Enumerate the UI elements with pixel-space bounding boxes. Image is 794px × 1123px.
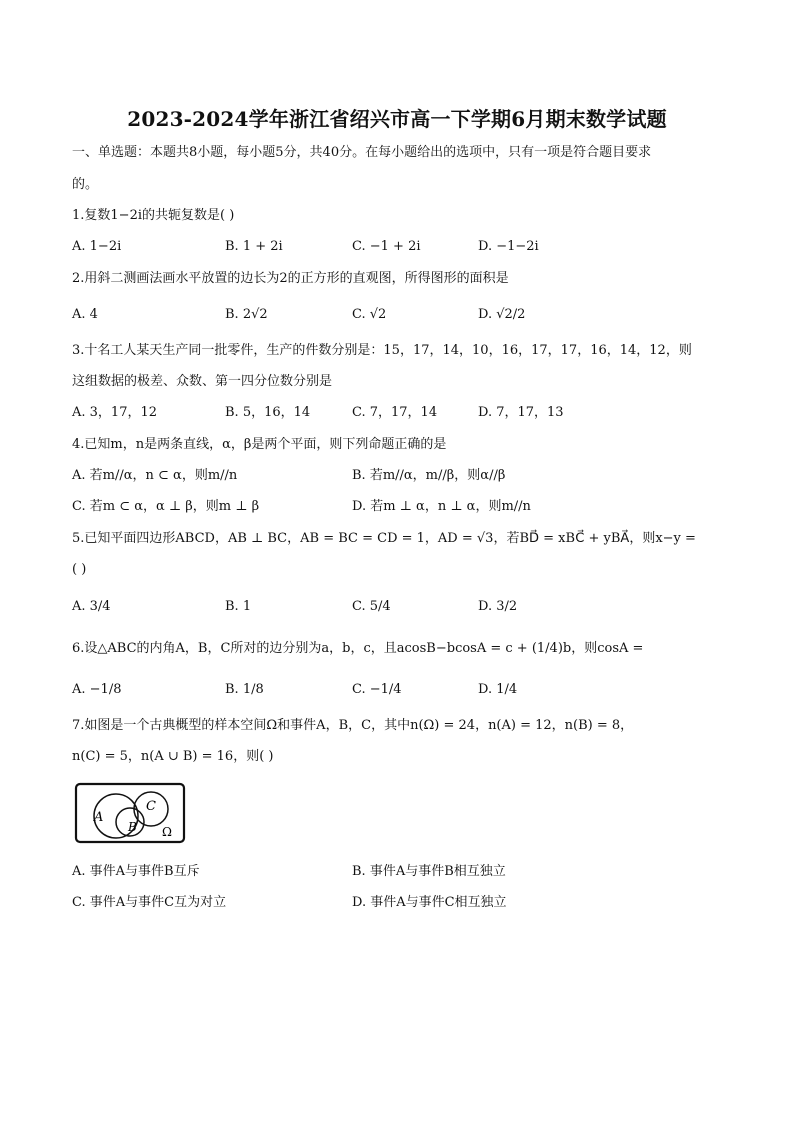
section-header-line-1: 一、单选题：本题共8小题，每小题5分，共40分。在每小题给出的选项中，只有一项是符合题目要求 — [72, 145, 652, 160]
question-4-option-c: C. 若m ⊂ α，α ⊥ β，则m ⊥ β — [72, 499, 260, 514]
question-6-option-a: A. −1/8 — [72, 682, 122, 697]
question-1-option-a: A. 1−2i — [72, 239, 122, 254]
question-7-option-a: A. 事件A与事件B互斥 — [72, 864, 200, 879]
question-6-option-d: D. 1/4 — [478, 682, 518, 697]
question-7-stem-line-2: n(C) = 5，n(A ∪ B) = 16，则( ) — [72, 749, 274, 764]
question-1-option-c: C. −1 + 2i — [352, 239, 421, 254]
question-3-option-a: A. 3，17，12 — [72, 405, 158, 420]
question-6-option-b: B. 1/8 — [225, 682, 264, 697]
question-5-option-a: A. 3/4 — [72, 599, 111, 614]
question-1-option-d: D. −1−2i — [478, 239, 539, 254]
question-7-option-b: B. 事件A与事件B相互独立 — [352, 864, 506, 879]
label-b: B — [128, 820, 137, 834]
question-6-option-c: C. −1/4 — [352, 682, 402, 697]
label-c: C — [146, 799, 156, 814]
question-3-option-c: C. 7，17，14 — [352, 405, 438, 420]
question-5-option-d: D. 3/2 — [478, 599, 518, 614]
question-3-stem-line-2: 这组数据的极差、众数、第一四分位数分别是 — [72, 374, 333, 389]
question-2-stem: 2.用斜二测画法画水平放置的边长为2的正方形的直观图，所得图形的面积是 — [72, 271, 509, 286]
question-7-stem-line-1: 7.如图是一个古典概型的样本空间Ω和事件A，B，C，其中n(Ω) = 24，n(A) = 12，n(B) = 8， — [72, 718, 634, 733]
question-3-stem-line-1: 3.十名工人某天生产同一批零件，生产的件数分别是：15，17，14，10，16，17，17，16，14，12，则 — [72, 343, 692, 358]
venn-diagram — [74, 782, 186, 844]
section-header-line-2: 的。 — [72, 177, 99, 192]
question-3-option-d: D. 7，17，13 — [478, 405, 564, 420]
label-a: A — [94, 810, 104, 825]
question-1-option-b: B. 1 + 2i — [225, 239, 283, 254]
question-4-option-b: B. 若m//α，m//β，则α//β — [352, 468, 506, 483]
question-7-option-c: C. 事件A与事件C互为对立 — [72, 895, 227, 910]
question-5-option-b: B. 1 — [225, 599, 252, 614]
question-5-stem-line-1: 5.已知平面四边形ABCD，AB ⊥ BC，AB = BC = CD = 1，AD = √3，若BD⃗ = xBC⃗ + yBA⃗，则x−y = — [72, 531, 696, 546]
question-3-option-b: B. 5，16，14 — [225, 405, 311, 420]
question-1-stem: 1.复数1−2i的共轭复数是( ) — [72, 208, 235, 223]
question-2-option-a: A. 4 — [72, 307, 98, 322]
exam-title: 2023-2024学年浙江省绍兴市高一下学期6月期末数学试题 — [127, 107, 667, 131]
question-7-option-d: D. 事件A与事件C相互独立 — [352, 895, 507, 910]
question-2-option-c: C. √2 — [352, 307, 387, 322]
question-2-option-b: B. 2√2 — [225, 307, 268, 322]
question-4-stem: 4.已知m，n是两条直线，α，β是两个平面，则下列命题正确的是 — [72, 437, 447, 452]
question-2-option-d: D. √2/2 — [478, 307, 526, 322]
question-5-stem-line-2: ( ) — [72, 562, 87, 577]
question-4-option-a: A. 若m//α，n ⊂ α，则m//n — [72, 468, 238, 483]
question-6-stem: 6.设△ABC的内角A，B，C所对的边分别为a，b，c，且acosB−bcosA = c + (1/4)b，则cosA = — [72, 641, 644, 656]
label-omega: Ω — [162, 825, 172, 839]
question-4-option-d: D. 若m ⊥ α，n ⊥ α，则m//n — [352, 499, 531, 514]
question-5-option-c: C. 5/4 — [352, 599, 391, 614]
